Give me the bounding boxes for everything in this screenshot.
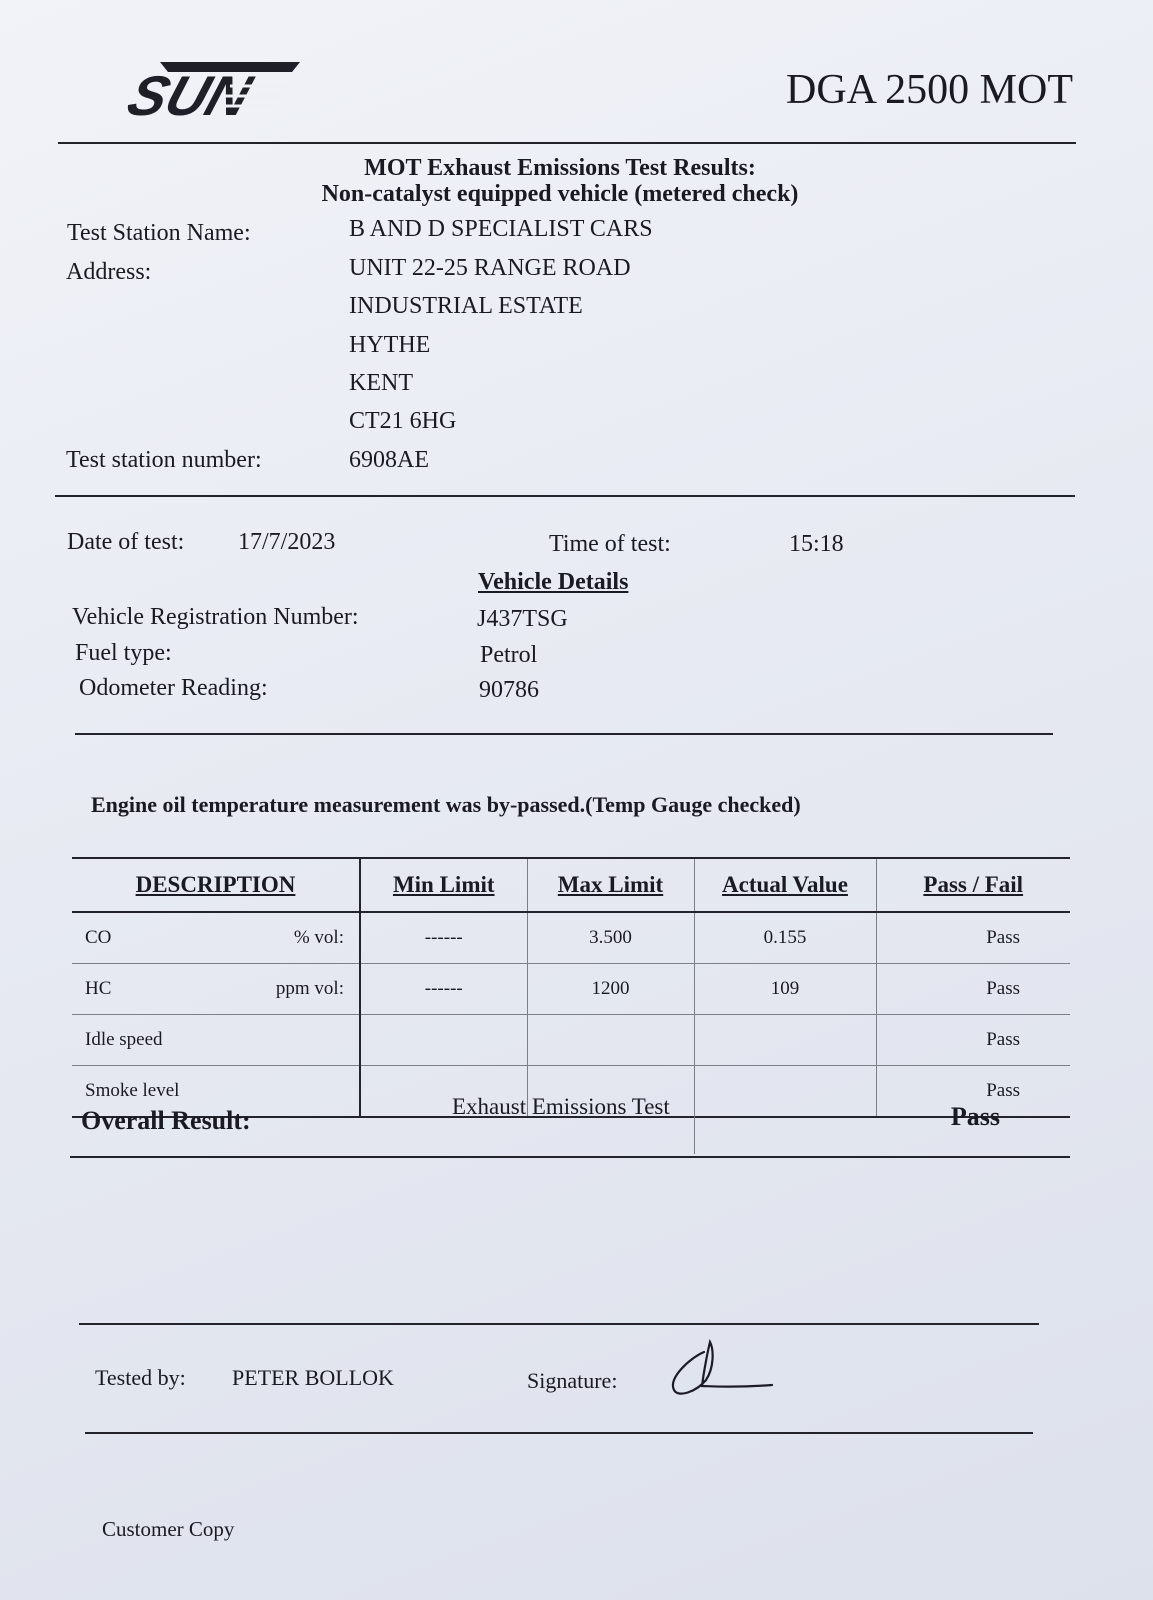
table-row: [72, 912, 1070, 964]
row-min-limit: ------: [360, 964, 527, 1015]
odometer-reading: 90786: [479, 677, 539, 703]
fuel-type: Petrol: [480, 642, 538, 668]
address-label: Address:: [66, 259, 152, 285]
row-result: Pass: [876, 964, 1070, 1015]
signature-bottom-divider: [85, 1432, 1033, 1434]
fuel-label: Fuel type:: [75, 640, 172, 666]
address-line: HYTHE: [349, 332, 431, 358]
row-description: Idle speed: [85, 1029, 163, 1050]
row-min-limit: ------: [360, 912, 527, 964]
report-title-line1: MOT Exhaust Emissions Test Results:: [364, 155, 756, 181]
tester-name: PETER BOLLOK: [232, 1365, 394, 1390]
address-line: KENT: [349, 370, 413, 396]
table-row: [72, 1015, 1070, 1066]
row-actual-value: [694, 1015, 876, 1066]
sun-logo: [120, 60, 305, 122]
signature-label: Signature:: [527, 1368, 618, 1393]
overall-result-row: [70, 1094, 1070, 1158]
row-max-limit: 1200: [527, 964, 694, 1015]
overall-test-name: Exhaust Emissions Test: [452, 1094, 670, 1119]
row-result: Pass: [876, 1066, 1070, 1118]
header-divider: [58, 142, 1076, 144]
col-header-description: DESCRIPTION: [72, 858, 360, 912]
overall-result-value: Pass: [950, 1102, 1000, 1131]
station-number-label: Test station number:: [66, 447, 262, 473]
model-title: DGA 2500 MOT: [785, 67, 1073, 113]
col-header-actual-value: Actual Value: [694, 858, 876, 912]
table-header-row: [72, 858, 1070, 912]
tested-by-label: Tested by:: [95, 1365, 186, 1390]
row-description: CO: [85, 927, 112, 948]
row-min-limit: [360, 1015, 527, 1066]
overall-result-label: Overall Result:: [81, 1106, 251, 1135]
reg-number: J437TSG: [477, 606, 568, 632]
vehicle-divider: [75, 733, 1053, 735]
logo-text: SUN: [120, 65, 259, 122]
test-date: 17/7/2023: [238, 529, 336, 555]
time-label: Time of test:: [549, 531, 671, 557]
row-result: Pass: [876, 912, 1070, 964]
row-unit: % vol:: [293, 927, 344, 948]
row-result: Pass: [876, 1015, 1070, 1066]
station-name: B AND D SPECIALIST CARS: [349, 216, 653, 242]
station-divider: [55, 495, 1075, 497]
row-description: Smoke level: [85, 1080, 180, 1101]
signature-mark: [662, 1336, 792, 1400]
address-line: CT21 6HG: [349, 408, 457, 434]
oil-temp-note: Engine oil temperature measurement was by-passed.(Temp Gauge checked): [91, 792, 801, 817]
signature-top-divider: [79, 1323, 1039, 1325]
report-title: [0, 155, 1120, 207]
table-row: [72, 964, 1070, 1015]
col-header-max-limit: Max Limit: [527, 858, 694, 912]
address-line: INDUSTRIAL ESTATE: [349, 293, 583, 319]
row-actual-value: 0.155: [694, 912, 876, 964]
reg-label: Vehicle Registration Number:: [72, 604, 359, 630]
odometer-label: Odometer Reading:: [79, 675, 268, 701]
row-description: HC: [85, 978, 112, 999]
overall-divider: [694, 1082, 695, 1154]
row-unit: ppm vol:: [275, 978, 344, 999]
test-time: 15:18: [789, 531, 844, 557]
station-name-label: Test Station Name:: [67, 220, 251, 246]
row-max-limit: [527, 1015, 694, 1066]
customer-copy-label: Customer Copy: [102, 1517, 235, 1541]
vehicle-details-heading: Vehicle Details: [478, 569, 629, 595]
report-title-line2: Non-catalyst equipped vehicle (metered check): [321, 181, 799, 207]
row-max-limit: 3.500: [527, 912, 694, 964]
results-table: [72, 857, 1070, 1118]
col-header-pass-fail: Pass / Fail: [876, 858, 1070, 912]
station-number: 6908AE: [349, 447, 429, 473]
date-label: Date of test:: [67, 529, 185, 555]
row-actual-value: 109: [694, 964, 876, 1015]
address-line: UNIT 22-25 RANGE ROAD: [349, 255, 631, 281]
col-header-min-limit: Min Limit: [360, 858, 527, 912]
